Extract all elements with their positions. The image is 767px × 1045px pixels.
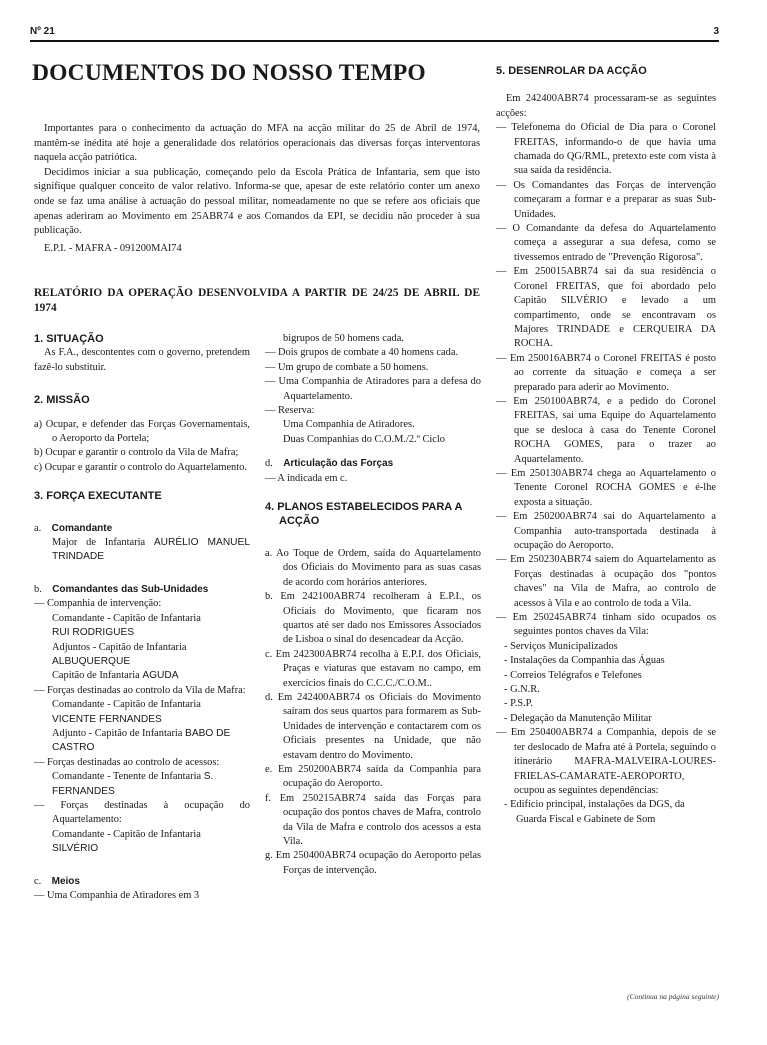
plan-c: c. Em 242300ABR74 recolha à E.P.I. dos Oficiais, Praças e viaturas que estavam no campo, em exercícios finais do C.C.C./C.O.M.. [265,648,481,689]
subsection-d: d. Articulação das Forças [265,458,394,470]
intro-paragraph-1: Importantes para o conhecimento da actuação do MFA na acção militar do 25 de Abril de 1974, mantêm-se inédita até hoje a generalidade dos relatórios operacionais das diversas forças interventoras naquela acção patriótica. [34,123,480,164]
continued-note: (Continua na página seguinte) [627,992,719,1001]
list-item: — Em 250200ABR74 sai do Aquartelamento a Companhia auto-transportada destinada à ocupação do Aeroporto. [496,510,716,553]
section-5-intro: Em 242400ABR74 processaram-se as seguintes acções: [496,93,716,119]
list-item: — Telefonema do Oficial de Dia para o Coronel FREITAS, informando-o de que havia uma chamada do QG/RML, pretexto este com vista à sua saída da residência. [496,121,716,179]
list-item: — Companhia de intervenção: [34,597,250,611]
list-item: — Uma Companhia de Atiradores para a defesa do Aquartelamento. [265,375,481,404]
intro-signature: E.P.I. - MAFRA - 091200MAI74 [44,242,182,254]
subsection-b: b. Comandantes das Sub-Unidades [34,583,209,595]
section-1-heading: 1. SITUAÇÃO [34,333,104,345]
list-item: - Delegação da Manutenção Militar [496,712,716,726]
list-item: — Reserva: [265,404,481,418]
list-item: — Em 250245ABR74 tinham sido ocupados os seguintes pontos chaves da Vila: [496,611,716,640]
list-item: — Os Comandantes das Forças de intervenção começaram a formar e a preparar as suas Sub-Unidades. [496,179,716,222]
page-header [30,26,719,38]
subsection-b-title: Comandantes das Sub-Unidades [52,583,209,595]
list-item: — Em 250400ABR74 a Companhia, depois de se ter deslocado de Mafra até à Portela, seguindo o itinerário MAFRA-MALVEIRA-LOURES-FRIELAS-CAMARATE-AEROPORTO, ocupou as seguintes dependências: [496,726,716,798]
section-5-heading: 5. DESENROLAR DA ACÇÃO [496,65,647,77]
list-item: — Em 250130ABR74 chega ao Aquartelamento o Tenente Coronel ROCHA GOMES e é-lhe exposta a situação. [496,467,716,510]
subsection-d-title: Articulação das Forças [283,458,394,470]
list-item: — Uma Companhia de Atiradores em 3 [34,889,250,903]
section-3-heading: 3. FORÇA EXECUTANTE [34,490,162,503]
list-item: — Em 250016ABR74 o Coronel FREITAS é posto ao corrente da situação e começa a ser preparado para aderir ao Movimento. [496,352,716,395]
section-4-heading: 4. PLANOS ESTABELECIDOS PARA A ACÇÃO [265,501,463,528]
intro-block [34,122,480,256]
list-item: - Serviços Municipalizados [496,640,716,654]
commander-line: Major de Infantaria AURÉLIO MANUEL TRINDADE [52,537,250,563]
subsection-a: a. Comandante [34,522,113,534]
plan-b: b. Em 242100ABR74 recolheram à E.P.I., os Oficiais do Movimento, que ficaram nos quartos até ser dado nos Emissores Associados de Lisboa o sinal do desencadear da Acção. [265,591,481,646]
subsection-c-title: Meios [51,875,80,887]
list-item: — Forças destinadas à ocupação do Aquartelamento: [34,799,250,828]
plan-f: f. Em 250215ABR74 saída das Forças para ocupação dos pontos chaves de Mafra, controlo da Vila de Mafra e controlo dos acessos a esta Vila. [265,792,481,847]
subsection-a-title: Comandante [51,522,113,534]
list-item: — Um grupo de combate a 50 homens. [265,361,481,375]
list-item: - Correios Telégrafos e Telefones [496,669,716,683]
list-item: — Forças destinadas ao controlo de acessos: [34,756,250,770]
list-item: — A indicada em c. [265,472,481,486]
page-number: 3 [713,26,719,37]
issue-number: Nº 21 [30,26,55,37]
plan-d: d. Em 242400ABR74 os Oficiais do Movimento saíram dos seus quartos para formarem as Sub-Unidades de intervenção e contactarem com os Oficiais presentes na Unidade, que não estavam dentro do Movimento. [265,691,481,761]
plan-a: a. Ao Toque de Ordem, saída do Aquartelamento dos Oficiais do Movimento para as suas casas de acordo com horários anteriores. [265,547,481,588]
list-item: — Dois grupos de combate a 40 homens cada. [265,346,481,360]
column-1: 1. SITUAÇÃO As F.A., descontentes com o governo, pretendem fazê-lo substituir. 2. MISSÃO a) Ocupar, e defender das Forças Governamentais, o Aeroporto da Portela; b) Ocupar e garantir o controlo da Vila de Mafra; c) Ocupar e garantir o controlo do Aquartelamento. 3. FORÇA EXECUTANTE a. Comandante Major de Infantaria AURÉLIO MANUEL TRINDADE b. Comandantes das Sub-Unidades — Companhia de intervenção: Comandante - Capitão de Infantaria RUI RODRIGUES Adjuntos - Capitão de Infantaria ALBUQUERQUE Capitão de Infantaria AGUDA — Forças destinadas ao controlo da Vila de Mafra: Comandante - Capitão de Infantaria VICENTE FERNANDES Adjunto - Capitão de Infantaria BABO DE CASTRO — Forças destinadas ao controlo de acessos: Comandante - Tenente de Infantaria S. FERNANDES — Forças destinadas à ocupação do Aquartelamento: Comandante - Capitão de Infantaria SILVÉRIO c. Meios — Uma Companhia de Atiradores em 3 [34,332,250,903]
header-rule [30,40,719,42]
column-3 [496,64,716,827]
page-title: DOCUMENTOS DO NOSSO TEMPO [32,60,426,86]
plan-g: g. Em 250400ABR74 ocupação do Aeroporto pelas Forças de intervenção. [265,850,481,876]
section-2-heading: 2. MISSÃO [34,394,90,407]
report-title: RELATÓRIO DA OPERAÇÃO DESENVOLVIDA A PARTIR DE 24/25 DE ABRIL DE 1974 [34,287,480,314]
list-item: — Forças destinadas ao controlo da Vila de Mafra: [34,684,250,698]
list-item: - Edifício principal, instalações da DGS, da Guarda Fiscal e Gabinete de Som [496,798,716,827]
list-item: - G.N.R. [496,683,716,697]
list-item: — O Comandante da defesa do Aquartelamento começa a assegurar a sua defesa, como se tivessemos entrado de "Prevenção Rigorosa". [496,222,716,265]
list-item: - P.S.P. [496,697,716,711]
mission-a: a) Ocupar, e defender das Forças Governamentais, o Aeroporto da Portela; [34,418,250,445]
plan-e: e. Em 250200ABR74 saída da Companhia para ocupação do Aeroporto. [265,763,481,790]
list-item: — Em 250015ABR74 sai da sua residência o Coronel FREITAS, que foi abordado pelo Capitão SILVÉRIO e levado a um compartimento, onde se encontravam os Majores TRINDADE e CERQUEIRA DA ROCHA. [496,265,716,351]
mission-c: c) Ocupar e garantir o controlo do Aquartelamento. [34,461,247,473]
subsection-c: c. Meios [34,875,80,887]
list-item: — Em 250230ABR74 saiem do Aquartelamento as Forças destinadas à ocupação dos "pontos chaves" na Vila de Mafra, ao controlo de acessos à Vila e ao controlo de toda a Vila. [496,553,716,611]
column-2: bigrupos de 50 homens cada. — Dois grupos de combate a 40 homens cada. — Um grupo de combate a 50 homens. — Uma Companhia de Atiradores para a defesa do Aquartelamento. — Reserva: Uma Companhia de Atiradores. Duas Companhias do C.O.M./2.º Ciclo d. Articulação das Forças — A indicada em c. 4. PLANOS ESTABELECIDOS PARA A ACÇÃO a. Ao Toque de Ordem, saída do Aquartelamento dos Oficiais do Movimento para as suas casas de acordo com horários anteriores. b. Em 242100ABR74 recolheram à E.P.I., os Oficiais do Movimento, que ficaram nos quartos até ser dado nos Emissores Associados de Lisboa o sinal do desencadear da Acção. c. Em 242300ABR74 recolha à E.P.I. dos Oficiais, Praças e viaturas que estavam no campo, em exercícios finais do C.C.C./C.O.M.. d. Em 242400ABR74 os Oficiais do Movimento saíram dos seus quartos para formarem as Sub-Unidades de intervenção e contactarem com os Oficiais presentes na Unidade, que não estavam dentro do Movimento. e. Em 250200ABR74 saída da Companhia para ocupação do Aeroporto. f. Em 250215ABR74 saída das Forças para ocupação dos pontos chaves de Mafra, controlo da Vila de Mafra e controlo dos acessos a esta Vila. g. Em 250400ABR74 ocupação do Aeroporto pelas Forças de intervenção. [265,332,481,878]
intro-paragraph-2: Decidimos iniciar a sua publicação, começando pelo da Escola Prática de Infantaria, sem que isto signifique qualquer conceito de valor relativo. Informa-se que, apesar de este relatório conter um anexo onde se faz uma análise à actuação do pessoal militar, nomeadamente no que se refere aos oficiais que apenas aderiram ao Movimento em 25ABR74 e aos Comandos da EPI, se decidiu não proceder à sua publicação. [34,166,480,237]
list-item: — Em 250100ABR74, e a pedido do Coronel FREITAS, sai uma Equipe do Aquartelamento que se desloca à casa do Tenente Coronel ROCHA GOMES, para o trazer ao Aquartelamento. [496,395,716,467]
list-item: - Instalações da Companhia das Águas [496,654,716,668]
section-1-text: As F.A., descontentes com o governo, pretendem fazê-lo substituir. [34,347,250,373]
mission-b: b) Ocupar e garantir o controlo da Vila de Mafra; [34,447,239,459]
